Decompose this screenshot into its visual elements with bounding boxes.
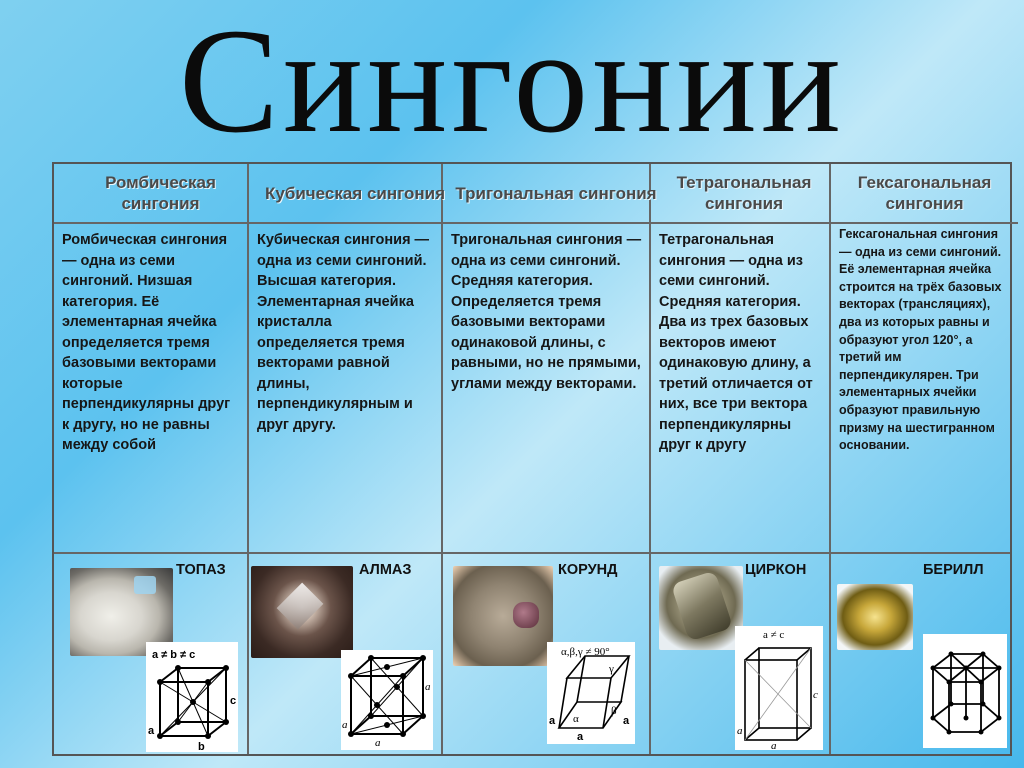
syngony-table [52,162,1012,756]
column-description: Тригональная сингония — одна из семи сингоний. Средняя категория. Определяется тремя базовыми векторами одинаковой длины, с равными, но не прямыми, углами между векторами. [451,232,642,392]
column-description: Гексагональная сингония — одна из семи сингоний. Её элементарная ячейка строится на трёх базовых векторах (трансляциях), два из которых равны и образуют угол 120°, а третий им перпендикулярен. Три элементарных ячейки образуют правильную призму на шестигранном основании. [839,227,1002,453]
corundum-photo [453,566,553,666]
formula-label: α,β,γ ≠ 90° [561,646,610,658]
column-description: Ромбическая сингония — одна из семи сингоний. Низшая категория. Её элементарная ячейка определяется тремя базовыми векторами которые перпендикулярны друг к другу, но не равны между собой [62,232,231,453]
axis-label-a: a [549,715,556,727]
formula-label: a ≠ b ≠ c [152,649,196,661]
column-description: Тетрагональная сингония — одна из семи сингоний. Средняя категория. Два из трех базовых векторов имеют одинаковую длину, а третий отличается от них, все три вектора перпендикулярны друг к другу [659,232,813,453]
axis-label-c: c [230,695,237,707]
axis-label-a: a [425,681,431,693]
column-header: Тетрагональная сингония [651,164,837,224]
column-header: Гексагональная сингония [831,164,1018,224]
rhombic-lattice-diagram [146,642,238,752]
axis-label-a: a [148,725,155,737]
column-description: Кубическая сингония — одна из семи сингоний. Высшая категория. Элементарная ячейка кристалла определяется тремя векторами равной длины, перпендикулярным и друг другу. [257,232,430,433]
mineral-name: КОРУНД [558,562,618,578]
axis-label-c: c [813,689,818,701]
column-header: Тригональная сингония [443,164,669,224]
mineral-cell [54,552,247,756]
mineral-cell [651,552,829,756]
axis-label-a: a [375,737,381,749]
axis-label-a: a [623,715,630,727]
mineral-name: АЛМАЗ [359,562,412,578]
angle-label-beta: β [611,705,617,717]
angle-label-alpha: α [573,713,579,725]
mineral-name: ТОПАЗ [176,562,226,578]
diamond-photo [251,566,353,658]
trigonal-lattice-diagram [547,642,635,744]
column-hexagonal [831,164,1010,754]
cubic-lattice-diagram [341,650,433,750]
column-tetragonal [651,164,831,754]
column-rhombic [54,164,249,754]
axis-label-b: b [198,741,205,752]
mineral-name: ЦИРКОН [745,562,807,578]
angle-label-gamma: γ [609,663,614,675]
mineral-cell [443,552,649,756]
column-header: Кубическая сингония [249,164,461,224]
column-trigonal [443,164,657,754]
zircon-photo [659,566,743,650]
mineral-name: БЕРИЛЛ [923,562,984,578]
column-header: Ромбическая сингония [54,164,267,224]
mineral-cell [831,552,1010,756]
beryl-photo [837,584,913,650]
column-cubic [249,164,443,754]
formula-label: a ≠ c [763,629,785,641]
page-title: Сингонии [178,0,846,164]
axis-label-a: a [577,731,584,743]
mineral-cell [249,552,441,756]
axis-label-a: a [342,719,348,731]
axis-label-a: a [737,725,743,737]
hexagonal-lattice-diagram [923,634,1007,748]
axis-label-a: a [771,740,777,750]
tetragonal-lattice-diagram [735,626,823,750]
